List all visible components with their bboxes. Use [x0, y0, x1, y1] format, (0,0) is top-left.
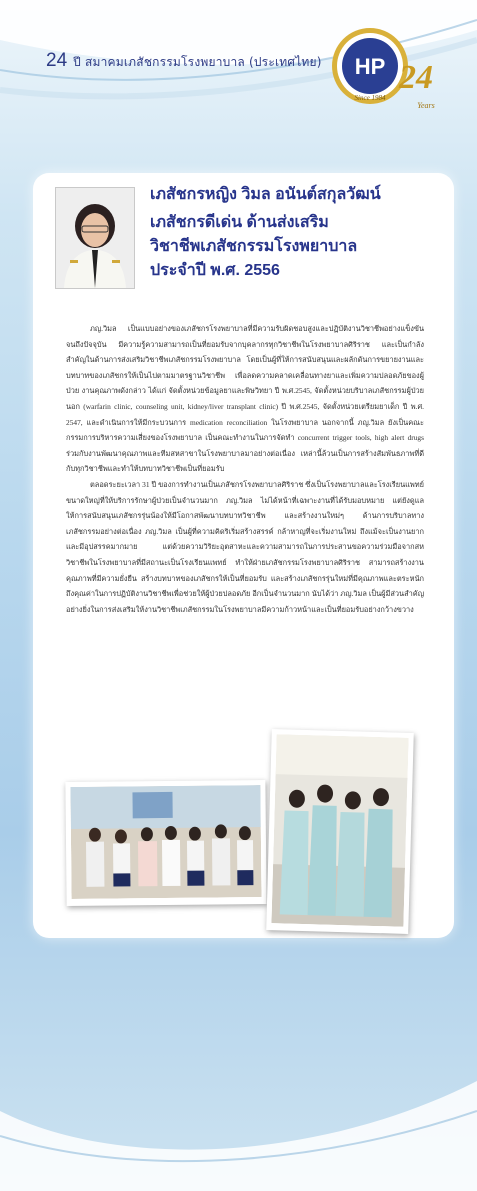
association-logo	[328, 22, 436, 130]
biography-text	[66, 321, 424, 617]
portrait-photo	[55, 187, 135, 289]
award-line: ประจำปี พ.ศ. 2556	[150, 262, 280, 279]
award-line: วิชาชีพเภสัชกรรมโรงพยาบาล	[150, 238, 358, 255]
logo-anniversary: 24	[399, 59, 433, 96]
group-photo-2	[266, 729, 414, 934]
association-title: ปี สมาคมเภสัชกรรมโรงพยาบาล (ประเทศไทย)	[73, 55, 322, 69]
bottom-wave-decoration	[0, 1041, 477, 1191]
award-line: เภสัชกรดีเด่น ด้านส่งเสริม	[150, 214, 329, 231]
group-photo-1	[65, 780, 266, 906]
anniversary-number: 24	[46, 50, 68, 71]
award-title	[150, 211, 450, 283]
paragraph: ตลอดระยะเวลา 31 ปี ของการทำงานเป็นเภสัชกรโรงพยาบาลศิริราช ซึ่งเป็นโรงพยาบาลและโรงเรียนแพทย์ขนาดใหญ่ที่ให้บริการรักษาผู้ป่วยเป็นจำนวนมาก ภญ.วิมล ไม่ได้หน้าที่เฉพาะงานที่ได้รับมอบหมาย แต่ยังดูแลให้การสนับสนุนเภสัชกรรุ่นน้องให้มีโอกาสพัฒนาบทบาทวิชาชีพ และสร้างงานใหม่ๆ ด้านการบริบาลทางเภสัชกรรมอย่างต่อเนื่อง ภญ.วิมล เป็นผู้ที่ความคิดริเริ่มสร้างสรรค์ กล้าหาญที่จะเริ่มงานใหม่ ถึงแม้จะเป็นงานยากและมีอุปสรรคมากมาย แต่ด้วยความวิริยะอุตสาหะและความสามารถในการประสานขอความร่วมมือจากสหวิชาชีพในโรงพยาบาลที่มีสถานะเป็นโรงเรียนแพทย์ ทำให้ฝ่ายเภสัชกรรมโรงพยาบาลศิริราช สามารถสร้างงานคุณภาพที่มีความยั่งยืน สร้างบทบาทของเภสัชกรให้เป็นที่ยอมรับ และสร้างเภสัชกรรุ่นใหม่ที่มีคุณภาพและตระหนักถึงคุณค่าในการปฏิบัติงานวิชาชีพเพื่อช่วยให้ผู้ป่วยปลอดภัย อีกเป็นจำนวนมาก นับได้ว่า ภญ.วิมล เป็นผู้มีส่วนสำคัญอย่างยิ่งในการส่งเสริมให้งานวิชาชีพเภสัชกรรมในโรงพยาบาลมีความก้าวหน้าและเป็นที่ยอมรับอย่างกว้างขวาง	[66, 479, 424, 614]
paragraph: ภญ.วิมล เป็นแบบอย่างของเภสัชกรโรงพยาบาลที่มีความรับผิดชอบสูงและปฏิบัติงานวิชาชีพอย่างแข็งขันจนถึงปัจจุบัน มีความรู้ความสามารถเป็นที่ยอมรับจากบุคลากรทุกวิชาชีพในโรงพยาบาลศิริราช และเป็นกำลังสำคัญในด้านการส่งเสริมวิชาชีพเภสัชกรรมโรงพยาบาล โดยเป็นผู้ที่ให้การสนับสนุนและผลักดันการขยายงานและบทบาทของเภสัชกรให้เป็นไปตามมาตรฐานวิชาชีพ เพื่อลดความคลาดเคลื่อนทางยาและเพิ่มความปลอดภัยของผู้ป่วย งานคุณภาพดังกล่าว ได้แก่ จัดตั้งหน่วยข้อมูลยาและพิษวิทยา ปี พ.ศ.2545, จัดตั้งหน่วยบริบาลเภสัชกรรมผู้ป่วยนอก (warfarin clinic, counseling unit, kidney/liver transplant clinic) ปี พ.ศ.2545, จัดตั้งหน่วยเตรียมยาเด็ก ปี พ.ศ. 2547, และดำเนินการให้มีกระบวนการ medication reconciliation ในโรงพยาบาล นอกจากนี้ ภญ.วิมล ยังเป็นคณะกรรมการบริหารความเสี่ยงของโรงพยาบาล เป็นคณะทำงานในการจัดทำ concurrent trigger tools, high alert drugs ร่วมกับงานพัฒนาคุณภาพและทีมสหสาขาในโรงพยาบาลมาอย่างต่อเนื่อง เหล่านี้ล้วนเป็นการสร้างสัมพันธภาพที่ดีกับทุกวิชาชีพและทำให้บทบาทวิชาชีพเป็นที่ยอมรับ	[66, 324, 424, 474]
logo-years: Years	[417, 101, 435, 110]
logo-initials: HP	[354, 54, 386, 79]
awardee-name: เภสัชกรหญิง วิมล อนันต์สกุลวัฒน์	[150, 186, 381, 203]
logo-since: Since 1984	[354, 94, 386, 102]
page-header	[46, 50, 322, 72]
